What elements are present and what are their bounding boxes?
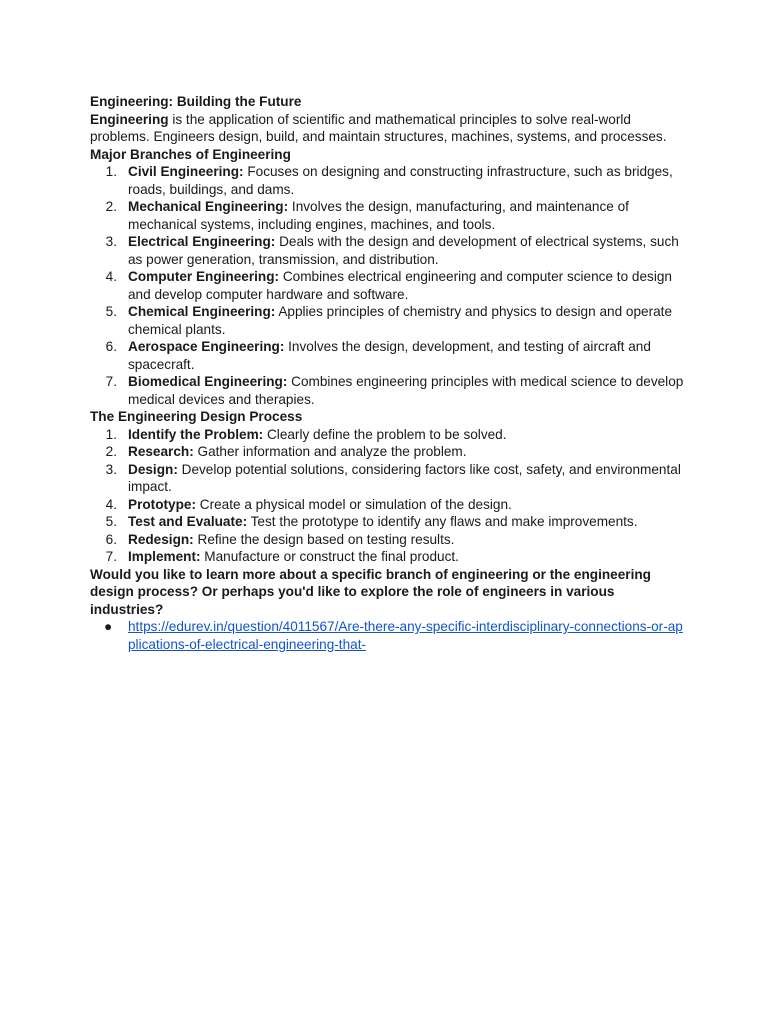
branch-term: Civil Engineering: bbox=[128, 164, 244, 179]
step-term: Research: bbox=[128, 444, 194, 459]
step-text: Create a physical model or simulation of the design. bbox=[195, 496, 512, 512]
branch-text: Combines electrical engineering and computer science to design and develop computer hardware and software. bbox=[128, 269, 672, 302]
list-item bbox=[90, 338, 690, 373]
list-number: 3. bbox=[105, 461, 117, 477]
list-number: 1. bbox=[105, 164, 117, 179]
branch-text: Focuses on designing and constructing infrastructure, such as bridges, roads, buildings, and dams. bbox=[128, 164, 673, 197]
bullet-icon: ● bbox=[104, 619, 113, 634]
intro-text: is the application of scientific and mathematical principles to solve real-world problems. Engineers design, build, and maintain structures, machines, systems, and processes. bbox=[90, 111, 667, 144]
intro-paragraph bbox=[90, 111, 690, 146]
process-heading: The Engineering Design Process bbox=[90, 409, 303, 424]
list-item bbox=[90, 163, 690, 198]
step-text: Gather information and analyze the problem. bbox=[193, 444, 467, 459]
branch-text: Applies principles of chemistry and physics to design and operate chemical plants. bbox=[128, 304, 673, 337]
list-item bbox=[90, 198, 690, 233]
step-text: Refine the design based on testing results. bbox=[193, 531, 455, 547]
list-item bbox=[90, 531, 690, 549]
step-text: Clearly define the problem to be solved. bbox=[263, 426, 507, 442]
list-number: 7. bbox=[105, 374, 117, 389]
list-number: 5. bbox=[105, 514, 117, 529]
branch-term: Electrical Engineering: bbox=[128, 234, 276, 249]
branch-text: Involves the design, manufacturing, and maintenance of mechanical systems, including engines, machines, and tools. bbox=[128, 199, 629, 232]
list-item bbox=[90, 461, 690, 496]
step-term: Prototype: bbox=[128, 496, 196, 512]
list-item bbox=[90, 496, 690, 514]
list-number: 1. bbox=[105, 426, 117, 442]
list-item bbox=[90, 548, 690, 566]
list-item bbox=[90, 233, 690, 268]
list-number: 2. bbox=[105, 199, 117, 214]
branch-term: Aerospace Engineering: bbox=[128, 339, 285, 354]
list-number: 5. bbox=[105, 304, 117, 319]
closing-question: Would you like to learn more about a specific branch of engineering or the engineering design process? Or perhaps you'd like to explore the role of engineers in various industries? bbox=[90, 566, 651, 617]
step-term: Redesign: bbox=[128, 531, 194, 547]
branches-heading: Major Branches of Engineering bbox=[90, 146, 291, 162]
step-text: Develop potential solutions, considering factors like cost, safety, and environmental impact. bbox=[128, 461, 681, 494]
list-item bbox=[90, 426, 690, 444]
list-item bbox=[90, 303, 690, 338]
step-text: Test the prototype to identify any flaws and make improvements. bbox=[247, 514, 638, 529]
step-term: Implement: bbox=[128, 549, 201, 564]
list-number: 4. bbox=[105, 269, 117, 284]
document-page bbox=[90, 93, 690, 653]
branch-text: Involves the design, development, and testing of aircraft and spacecraft. bbox=[128, 339, 651, 372]
branch-text: Combines engineering principles with medical science to develop medical devices and therapies. bbox=[128, 374, 684, 407]
reference-link[interactable]: https://edurev.in/question/4011567/Are-there-any-specific-interdisciplinary-connections-or-applications-of-electrical-engineering-that- bbox=[128, 619, 683, 652]
list-number: 7. bbox=[105, 549, 117, 564]
branch-term: Computer Engineering: bbox=[128, 269, 280, 284]
document-title: Engineering: Building the Future bbox=[90, 94, 302, 109]
list-number: 3. bbox=[105, 234, 117, 249]
step-term: Identify the Problem: bbox=[128, 426, 264, 442]
list-number: 4. bbox=[105, 496, 117, 512]
step-term: Design: bbox=[128, 461, 178, 477]
process-list bbox=[90, 426, 690, 566]
list-number: 6. bbox=[105, 339, 117, 354]
branches-list bbox=[90, 163, 690, 408]
branch-term: Biomedical Engineering: bbox=[128, 374, 288, 389]
branch-term: Chemical Engineering: bbox=[128, 304, 276, 319]
links-list bbox=[90, 618, 690, 653]
step-term: Test and Evaluate: bbox=[128, 514, 248, 529]
branch-text: Deals with the design and development of electrical systems, such as power generation, transmission, and distribution. bbox=[128, 234, 679, 267]
list-item bbox=[90, 268, 690, 303]
list-item bbox=[90, 373, 690, 408]
intro-term: Engineering bbox=[90, 111, 169, 127]
list-item bbox=[90, 618, 690, 653]
list-number: 6. bbox=[105, 531, 117, 547]
list-item bbox=[90, 443, 690, 461]
step-text: Manufacture or construct the final product. bbox=[200, 549, 459, 564]
list-number: 2. bbox=[105, 444, 117, 459]
list-item bbox=[90, 513, 690, 531]
branch-term: Mechanical Engineering: bbox=[128, 199, 289, 214]
